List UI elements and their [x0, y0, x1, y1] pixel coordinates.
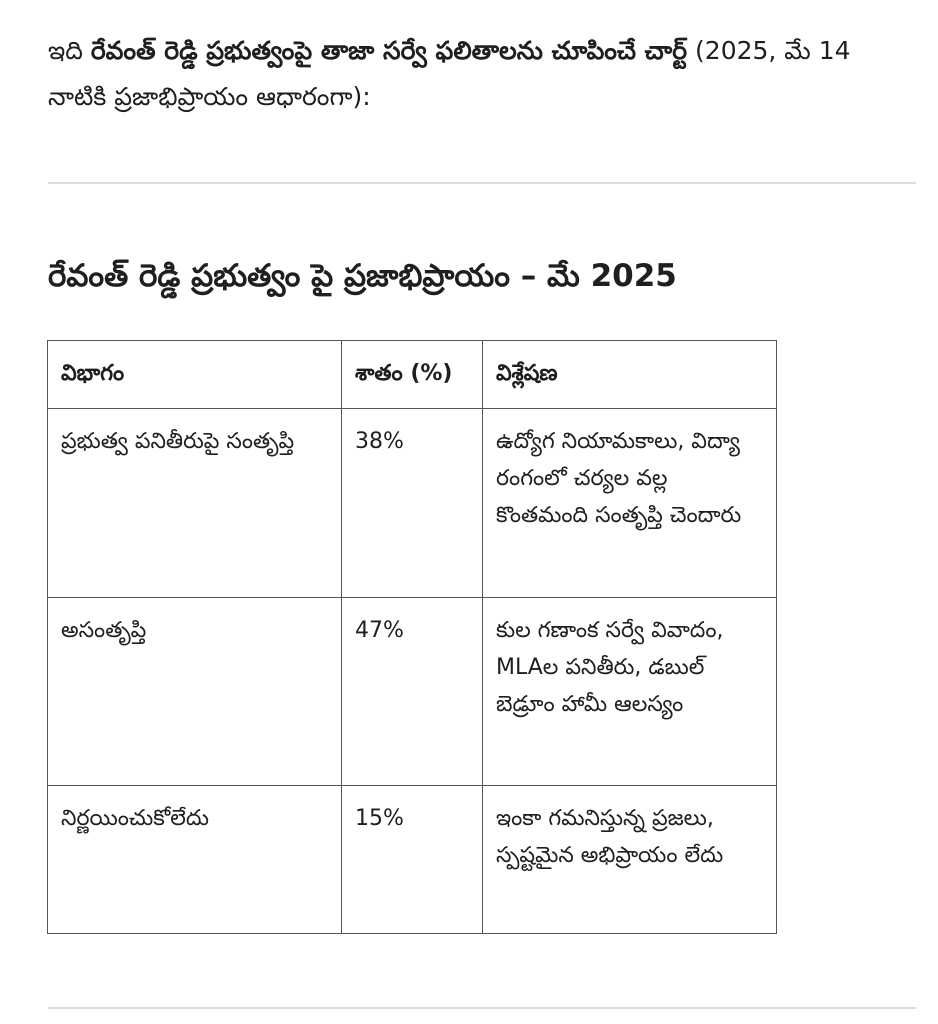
- cell-category: ప్రభుత్వ పనితీరుపై సంతృప్తి: [48, 409, 342, 598]
- cell-percent: 47%: [342, 598, 483, 786]
- cell-category: అసంతృప్తి: [48, 598, 342, 786]
- intro-suffix: (2025, మే 14 నాటికి ప్రజాభిప్రాయం ఆధారంగా):: [48, 36, 851, 111]
- intro-paragraph: [48, 28, 908, 120]
- cell-analysis: ఇంకా గమనిస్తున్న ప్రజలు, స్పష్టమైన అభిప్రాయం లేదు: [483, 786, 777, 934]
- table-row: [48, 598, 777, 786]
- cell-analysis: కుల గణాంక సర్వే వివాదం, MLAల పనితీరు, డబుల్ బెడ్రూం హామీ ఆలస్యం: [483, 598, 777, 786]
- header-analysis: విశ్లేషణ: [483, 341, 777, 409]
- survey-table: [47, 340, 777, 934]
- bottom-divider: [48, 1007, 916, 1009]
- cell-analysis: ఉద్యోగ నియామకాలు, విద్యా రంగంలో చర్యల వల్ల కొంతమంది సంతృప్తి చెందారు: [483, 409, 777, 598]
- table-row: [48, 786, 777, 934]
- header-percent: శాతం (%): [342, 341, 483, 409]
- cell-percent: 15%: [342, 786, 483, 934]
- top-divider: [48, 182, 916, 184]
- intro-bold-text: రేవంత్ రెడ్డి ప్రభుత్వంపై తాజా సర్వే ఫలితాలను చూపించే చార్ట్: [90, 36, 688, 65]
- table-header-row: [48, 341, 777, 409]
- table-row: [48, 409, 777, 598]
- cell-percent: 38%: [342, 409, 483, 598]
- header-category: విభాగం: [48, 341, 342, 409]
- cell-category: నిర్ణయించుకోలేదు: [48, 786, 342, 934]
- intro-prefix: ఇది: [48, 36, 91, 65]
- section-heading: రేవంత్ రెడ్డి ప్రభుత్వం పై ప్రజాభిప్రాయం – మే 2025: [48, 258, 677, 294]
